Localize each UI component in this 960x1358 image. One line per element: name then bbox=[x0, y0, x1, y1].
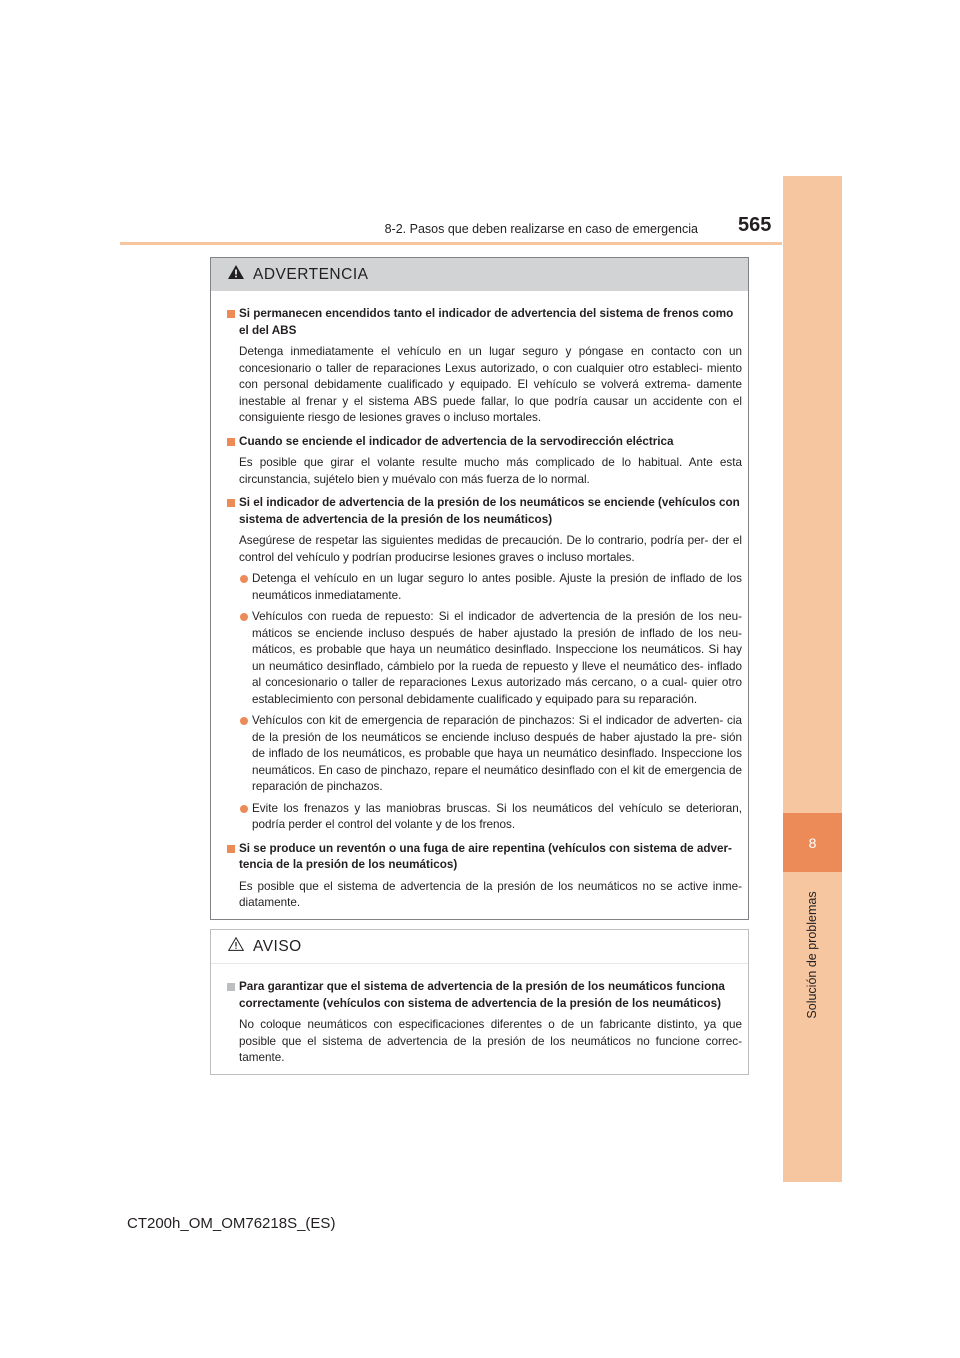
chapter-title: 8-2. Pasos que deben realizarse en caso de emergencia bbox=[384, 222, 698, 236]
warning-section-title: Cuando se enciende el indicador de advertencia de la servodirección eléctrica bbox=[227, 434, 742, 451]
warning-section-title: Si se produce un reventón o una fuga de aire repentina (vehículos con sistema de adver- tencia de la presión de los neumáticos) bbox=[227, 841, 742, 874]
warning-section-title: Si el indicador de advertencia de la presión de los neumáticos se enciende (vehículos con sistema de advertencia de la presión de los neumáticos) bbox=[227, 495, 742, 528]
warning-triangle-icon bbox=[228, 265, 244, 284]
side-tab-band bbox=[783, 176, 842, 1182]
warning-section-title: Si permanecen encendidos tanto el indicador de advertencia del sistema de frenos como el del ABS bbox=[227, 306, 742, 339]
notice-box bbox=[210, 929, 749, 1075]
notice-header bbox=[211, 930, 748, 964]
warning-bullet: Detenga el vehículo en un lugar seguro lo antes posible. Ajuste la presión de inflado de los neumáticos inmediatamente. bbox=[227, 571, 742, 604]
caution-triangle-icon bbox=[228, 937, 244, 956]
warning-section-text: Asegúrese de respetar las siguientes medidas de precaución. De lo contrario, podría per- der el control del vehículo y podrían producirse lesiones graves o incluso mortales. bbox=[239, 534, 742, 564]
warning-header bbox=[211, 258, 748, 291]
warning-section-text: Es posible que el sistema de advertencia de la presión de los neumáticos no se active inme- diatamente. bbox=[239, 879, 742, 909]
notice-section-text: No coloque neumáticos con especificaciones diferentes o de un fabricante distinto, ya que posible que el sistema de advertencia de la presión de los neumáticos no funcione correc- tamente. bbox=[239, 1018, 742, 1064]
warning-box bbox=[210, 257, 749, 920]
notice-title: AVISO bbox=[253, 937, 302, 955]
document-code: CT200h_OM_OM76218S_(ES) bbox=[127, 1215, 336, 1232]
page-number: 565 bbox=[738, 214, 772, 236]
notice-section-title: Para garantizar que el sistema de advertencia de la presión de los neumáticos funciona correctamente (vehículos con sistema de advertencia de la presión de los neumáticos) bbox=[227, 979, 742, 1012]
warning-section-text: Es posible que girar el volante resulte mucho más complicado de lo habitual. Ante esta circunstancia, sujételo bien y muévalo con más fuerza de lo normal. bbox=[239, 456, 742, 486]
warning-bullet: Vehículos con kit de emergencia de reparación de pinchazos: Si el indicador de adverten- cia de la presión de los neumáticos se enciende incluso después de haber ajustado la pre- sión de inflado de los neumáticos, es probable que haya un neumático desinflado. Inspeccione los neumáticos. En caso de pinchazo, repare el neumático desinflado con el kit de emergencia de reparación de pinchazos. bbox=[227, 713, 742, 796]
chapter-tab-number[interactable]: 8 bbox=[783, 813, 842, 872]
header-rule bbox=[120, 242, 782, 245]
warning-bullet: Vehículos con rueda de repuesto: Si el indicador de advertencia de la presión de los neu- máticos se enciende incluso después de haber ajustado la presión de inflado de los neu- máticos, es probable que haya un neumático desinflado. Inspeccione los neumáticos. Si hay un neumático desinflado, cámbielo por la rueda de repuesto y lleve el neumático des- inflado al concesionario o taller de reparaciones Lexus autorizado más cercano, o a cual- quier otro establecimiento con personal debidamente cualificado y equipado para su reparación. bbox=[227, 609, 742, 708]
warning-bullet: Evite los frenazos y las maniobras bruscas. Si los neumáticos del vehículo se deterioran, podría perder el control del volante y de los frenos. bbox=[227, 801, 742, 834]
warning-section-text: Detenga inmediatamente el vehículo en un lugar seguro y póngase en contacto con un concesionario o taller de reparaciones Lexus autorizado, o con cualquier otro estableci- miento con personal debidamente cualificado y equipado. El vehículo se volverá extrema- damente inestable al frenar y el sistema ABS puede fallar, lo que podría causar un accidente con el consiguiente riesgo de lesiones graves o incluso mortales. bbox=[239, 345, 742, 424]
chapter-tab-label: Solución de problemas bbox=[805, 891, 819, 1019]
warning-title: ADVERTENCIA bbox=[253, 265, 369, 283]
